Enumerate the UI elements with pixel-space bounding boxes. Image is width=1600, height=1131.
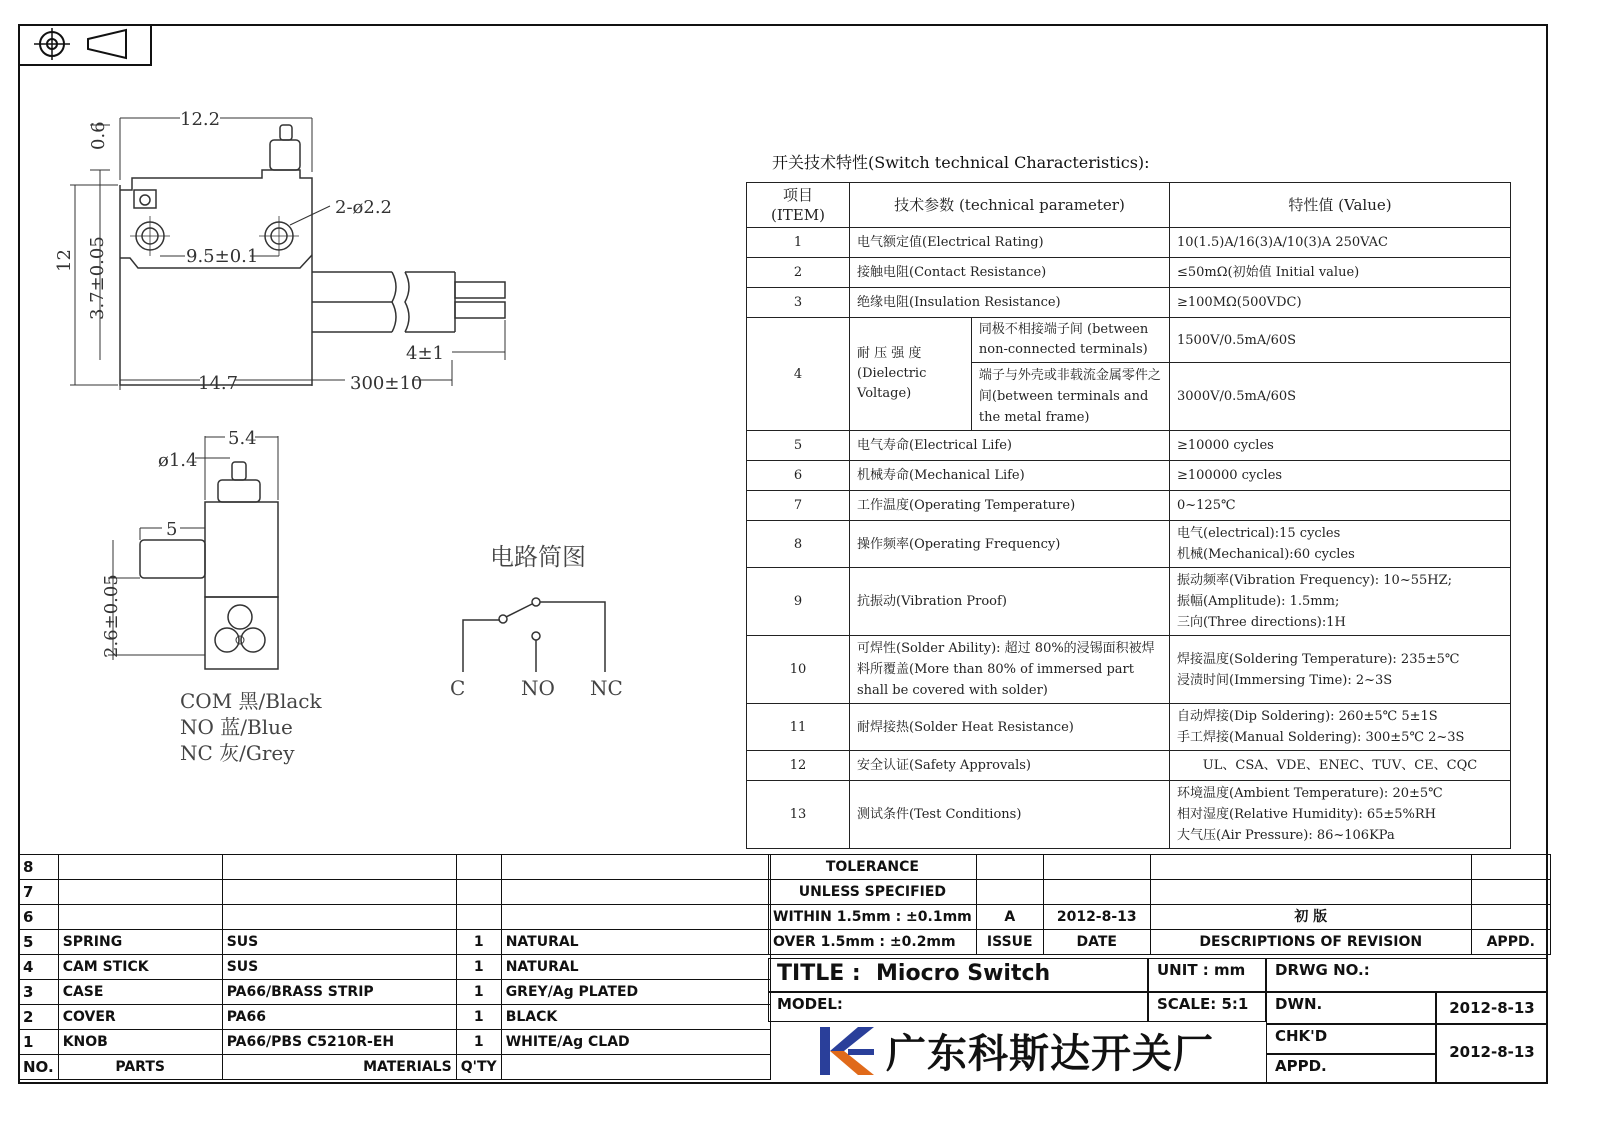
spec-row <box>747 704 1511 751</box>
bom-material <box>222 905 456 930</box>
bom-no: 7 <box>19 880 59 905</box>
bom-finish: NATURAL <box>501 955 770 980</box>
revision-date: 2012-8-13 <box>1043 905 1150 930</box>
revision-description: 初 版 <box>1150 905 1471 930</box>
spec-row <box>747 461 1511 491</box>
spec-no: 1 <box>747 228 850 258</box>
spec-no: 7 <box>747 491 850 521</box>
chk-label: CHK'D <box>1266 1024 1436 1054</box>
spec-value: ≥100000 cycles <box>1170 461 1511 491</box>
bom-part: COVER <box>58 1005 222 1030</box>
bom-part: CAM STICK <box>58 955 222 980</box>
bom-material: SUS <box>222 930 456 955</box>
tolerance-within: WITHIN 1.5mm : ±0.1mm <box>769 905 977 930</box>
spec-no: 13 <box>747 781 850 849</box>
spec-row <box>747 258 1511 288</box>
plunger <box>270 140 300 170</box>
dim-hole-height: 3.7±0.05 <box>87 236 108 320</box>
dim-hole-pitch: 9.5±0.1 <box>186 246 259 267</box>
terminal-no: NO <box>521 676 555 700</box>
title-field: TITLE : Miocro Switch <box>768 958 1148 992</box>
spec-value: 3000V/0.5mA/60S <box>1170 363 1511 431</box>
terminal-c: C <box>450 676 466 700</box>
spec-subparam: 同极不相接端子间 (between non-connected terminals) <box>971 318 1169 363</box>
spec-row <box>747 521 1511 568</box>
spec-row <box>747 636 1511 704</box>
bom-part <box>58 855 222 880</box>
drawing-number-field: DRWG NO.: <box>1266 958 1548 992</box>
spec-no: 11 <box>747 704 850 751</box>
bom-part <box>58 905 222 930</box>
bom-finish: BLACK <box>501 1005 770 1030</box>
unit-field: UNIT : mm <box>1148 958 1266 992</box>
terminal-nc: NC <box>590 676 623 700</box>
bom-table <box>18 854 771 1080</box>
bom-material: PA66/PBS C5210R-EH <box>222 1030 456 1055</box>
bom-header-row <box>19 1055 771 1080</box>
spec-value: 环境温度(Ambient Temperature): 20±5℃ 相对湿度(Relative Humidity): 65±5%RH 大气压(Air Pressure): 86~106KPa <box>1170 781 1511 849</box>
spec-row <box>747 228 1511 258</box>
scale-field: SCALE: 5:1 <box>1148 992 1266 1022</box>
spec-value: 焊接温度(Soldering Temperature): 235±5℃ 浸渍时间(Immersing Time): 2~3S <box>1170 636 1511 704</box>
dwn-label: DWN. <box>1266 992 1436 1024</box>
bom-qty: 1 <box>456 1030 501 1055</box>
side-view-body <box>205 502 278 597</box>
company-block <box>818 1022 1214 1079</box>
bom-material <box>222 855 456 880</box>
bom-no: 1 <box>19 1030 59 1055</box>
spec-param: 抗振动(Vibration Proof) <box>850 568 1170 636</box>
spec-param: 绝缘电阻(Insulation Resistance) <box>850 288 1170 318</box>
spec-row <box>747 431 1511 461</box>
bom-finish: GREY/Ag PLATED <box>501 980 770 1005</box>
spec-row <box>747 568 1511 636</box>
spec-title: 开关技术特性(Switch technical Characteristics): <box>772 153 1150 172</box>
dim-height: 12 <box>54 249 75 272</box>
tolerance-label: TOLERANCE <box>769 855 977 880</box>
dwn-date: 2012-8-13 <box>1436 992 1548 1024</box>
bom-header-qty: Q'TY <box>456 1055 501 1080</box>
spec-value: 0~125℃ <box>1170 491 1511 521</box>
circuit-diagram <box>463 598 605 672</box>
spec-row <box>747 781 1511 849</box>
bom-row <box>19 1030 771 1055</box>
bom-header-no: NO. <box>19 1055 59 1080</box>
spec-no: 3 <box>747 288 850 318</box>
bom-row <box>19 955 771 980</box>
bom-row <box>19 880 771 905</box>
bom-no: 4 <box>19 955 59 980</box>
spec-no: 2 <box>747 258 850 288</box>
bom-qty <box>456 905 501 930</box>
spec-value: 电气(electrical):15 cycles 机械(Mechanical):60 cycles <box>1170 521 1511 568</box>
spec-value: 振动频率(Vibration Frequency): 10~55HZ; 振幅(Amplitude): 1.5mm; 三向(Three directions):1H <box>1170 568 1511 636</box>
spec-param: 耐 压 强 度 (Dielectric Voltage) <box>850 318 972 431</box>
spec-no: 10 <box>747 636 850 704</box>
spec-row <box>747 491 1511 521</box>
bom-no: 6 <box>19 905 59 930</box>
wire-color-com: COM 黑/Black <box>180 689 322 713</box>
header-description: DESCRIPTIONS OF REVISION <box>1150 930 1471 955</box>
spec-param: 安全认证(Safety Approvals) <box>850 751 1170 781</box>
dim-cable-length: 300±10 <box>350 373 423 394</box>
spec-param: 操作频率(Operating Frequency) <box>850 521 1170 568</box>
bom-qty <box>456 880 501 905</box>
header-issue: ISSUE <box>976 930 1043 955</box>
bom-qty: 1 <box>456 955 501 980</box>
dim-side-height: 2.6±0.05 <box>101 574 122 658</box>
spec-no: 6 <box>747 461 850 491</box>
bom-row <box>19 980 771 1005</box>
spec-no: 5 <box>747 431 850 461</box>
bom-material: PA66/BRASS STRIP <box>222 980 456 1005</box>
bom-finish: WHITE/Ag CLAD <box>501 1030 770 1055</box>
spec-param: 工作温度(Operating Temperature) <box>850 491 1170 521</box>
spec-row <box>747 751 1511 781</box>
drawing-title: Miocro Switch <box>876 961 1051 986</box>
bom-part: CASE <box>58 980 222 1005</box>
header-appd: APPD. <box>1471 930 1550 955</box>
company-logo-icon <box>818 1023 876 1079</box>
bom-part: KNOB <box>58 1030 222 1055</box>
tolerance-over: OVER 1.5mm : ±0.2mm <box>769 930 977 955</box>
dim-plunger-dia: ø1.4 <box>158 450 198 471</box>
mechanical-drawing <box>0 0 760 850</box>
spec-subparam: 端子与外壳或非载流金属零件之间(between terminals and the metal frame) <box>971 363 1169 431</box>
spec-row <box>747 318 1511 363</box>
bom-qty: 1 <box>456 930 501 955</box>
spec-header-value: 特性值 (Value) <box>1170 183 1511 228</box>
spec-param: 机械寿命(Mechanical Life) <box>850 461 1170 491</box>
tolerance-unless: UNLESS SPECIFIED <box>769 880 977 905</box>
spec-value: ≥100MΩ(500VDC) <box>1170 288 1511 318</box>
dim-side-offset: 5 <box>166 519 178 540</box>
spec-param: 耐焊接热(Solder Heat Resistance) <box>850 704 1170 751</box>
bom-finish <box>501 905 770 930</box>
spec-header-param: 技术参数 (technical parameter) <box>850 183 1170 228</box>
spec-table <box>746 182 1511 849</box>
bom-no: 5 <box>19 930 59 955</box>
revision-table <box>768 854 1551 955</box>
bom-header-part: PARTS <box>58 1055 222 1080</box>
bom-no: 8 <box>19 855 59 880</box>
model-field: MODEL: <box>768 992 1148 1022</box>
spec-header-row <box>747 183 1511 228</box>
bom-part <box>58 880 222 905</box>
bom-no: 3 <box>19 980 59 1005</box>
spec-header-item: 项目 (ITEM) <box>747 183 850 228</box>
spec-param: 测试条件(Test Conditions) <box>850 781 1170 849</box>
spec-param: 接触电阻(Contact Resistance) <box>850 258 1170 288</box>
bom-qty <box>456 855 501 880</box>
dim-hole-dia: 2-ø2.2 <box>335 197 392 218</box>
bom-row <box>19 930 771 955</box>
dim-width-top: 12.2 <box>180 109 221 130</box>
spec-no: 4 <box>747 318 850 431</box>
header-date: DATE <box>1043 930 1150 955</box>
spec-row <box>747 288 1511 318</box>
wire-color-nc: NC 灰/Grey <box>180 741 295 765</box>
spec-value: 自动焊接(Dip Soldering): 260±5℃ 5±1S 手工焊接(Manual Soldering): 300±5℃ 2~3S <box>1170 704 1511 751</box>
chk-date: 2012-8-13 <box>1436 1024 1548 1084</box>
bom-row <box>19 855 771 880</box>
bom-finish <box>501 880 770 905</box>
spec-value: ≥10000 cycles <box>1170 431 1511 461</box>
bom-qty: 1 <box>456 1005 501 1030</box>
bom-material <box>222 880 456 905</box>
spec-no: 12 <box>747 751 850 781</box>
bom-qty: 1 <box>456 980 501 1005</box>
spec-no: 9 <box>747 568 850 636</box>
spec-value: 10(1.5)A/16(3)A/10(3)A 250VAC <box>1170 228 1511 258</box>
spec-param: 电气寿命(Electrical Life) <box>850 431 1170 461</box>
appd-label: APPD. <box>1266 1054 1436 1084</box>
circuit-title: 电路简图 <box>490 543 586 571</box>
bom-no: 2 <box>19 1005 59 1030</box>
spec-value: UL、CSA、VDE、ENEC、TUV、CE、CQC <box>1170 751 1511 781</box>
bom-finish: NATURAL <box>501 930 770 955</box>
bom-material: PA66 <box>222 1005 456 1030</box>
company-name: 广东科斯达开关厂 <box>886 1031 1214 1077</box>
spec-param: 电气额定值(Electrical Rating) <box>850 228 1170 258</box>
revision-issue: A <box>976 905 1043 930</box>
wire-color-no: NO 蓝/Blue <box>180 715 293 739</box>
spec-value: 1500V/0.5mA/60S <box>1170 318 1511 363</box>
spec-value: ≤50mΩ(初始值 Initial value) <box>1170 258 1511 288</box>
bom-header-material: MATERIALS <box>222 1055 456 1080</box>
spec-param: 可焊性(Solder Ability): 超过 80%的浸锡面积被焊料所覆盖(More than 80% of immersed part shall be covered with solder) <box>850 636 1170 704</box>
bom-row <box>19 905 771 930</box>
bom-finish <box>501 855 770 880</box>
dim-strip-length: 4±1 <box>406 343 444 364</box>
bom-part: SPRING <box>58 930 222 955</box>
dim-plunger-travel: 0.6 <box>88 121 109 150</box>
bom-material: SUS <box>222 955 456 980</box>
bom-row <box>19 1005 771 1030</box>
dim-side-width: 5.4 <box>228 428 257 449</box>
dim-body-length: 14.7 <box>198 373 239 394</box>
spec-no: 8 <box>747 521 850 568</box>
